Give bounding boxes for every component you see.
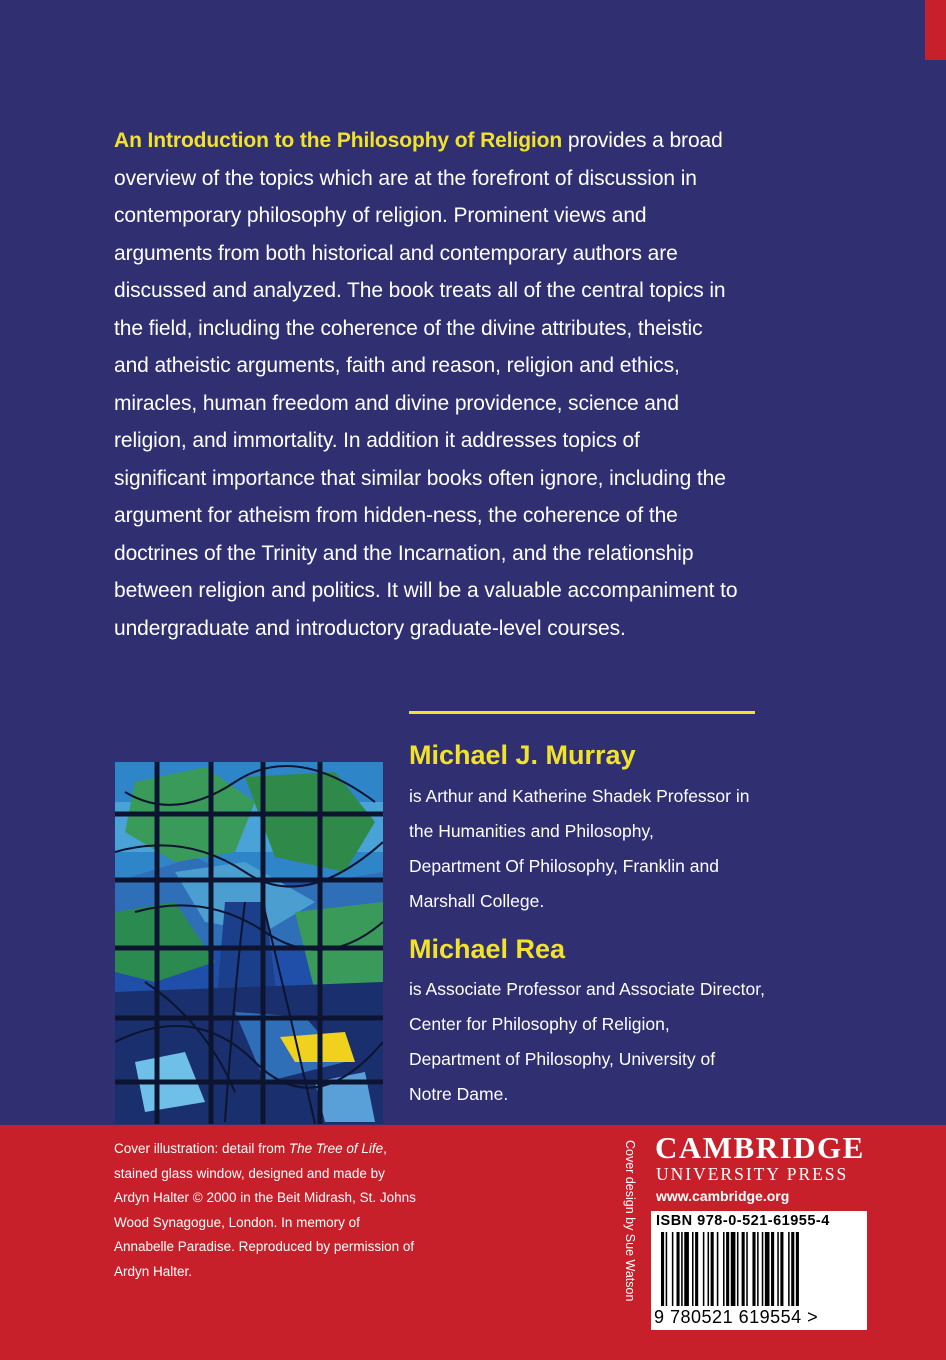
blurb-line: miracles, human freedom and divine providence, science and [114, 391, 680, 415]
artwork-title: The Tree of Life [288, 1141, 384, 1156]
barcode-bar [742, 1232, 745, 1306]
blurb-line: contemporary philosophy of religion. Prominent views and [114, 204, 647, 227]
barcode-bar [726, 1232, 729, 1306]
cover-illustration-credit [114, 1137, 444, 1284]
cover-design-text: Cover design by Sue Watson [623, 1140, 637, 1302]
credit-line: stained glass window, designed and made by [114, 1165, 385, 1181]
publisher-subtitle: UNIVERSITY PRESS [656, 1164, 849, 1184]
blurb-line: arguments from both historical and contemporary authors are [114, 241, 678, 265]
barcode-bar [684, 1232, 689, 1306]
barcode-bar [788, 1232, 790, 1306]
bio-line: is Associate Professor and Associate Director, [409, 979, 765, 999]
barcode-bar [666, 1232, 668, 1306]
barcode-bar [703, 1232, 705, 1306]
author-name-murray: Michael J. Murray [409, 740, 636, 770]
book-description [114, 122, 774, 647]
barcode-bar [777, 1232, 779, 1306]
barcode-bar [717, 1232, 719, 1306]
blurb-line: overview of the topics which are at the forefront of discussion in [114, 166, 697, 190]
bio-line: Department of Philosophy, University of [409, 1049, 716, 1069]
blurb-line: argument for atheism from hidden-ness, the coherence of the [114, 504, 678, 527]
stained-glass-illustration [115, 762, 383, 1124]
barcode-bar [672, 1232, 674, 1306]
barcode-bar [692, 1232, 694, 1306]
barcode-bar [677, 1232, 680, 1306]
barcode [651, 1211, 867, 1330]
bio-line: the Humanities and Philosophy, [409, 821, 654, 841]
barcode-bar [723, 1232, 725, 1306]
blurb-line: discussed and analyzed. The book treats all of the central topics in [114, 279, 726, 302]
blurb-line: doctrines of the Trinity and the Incarnation, and the relationship [114, 541, 694, 565]
bio-line: Notre Dame. [409, 1084, 509, 1104]
author-name-rea: Michael Rea [409, 934, 566, 964]
credit-line: Ardyn Halter. [114, 1263, 193, 1279]
barcode-bars [655, 1232, 863, 1308]
credit-text: Cover illustration: detail from [114, 1141, 289, 1156]
barcode-bar [757, 1232, 759, 1306]
barcode-bar [661, 1232, 664, 1306]
author-bio-murray [409, 779, 769, 919]
publisher-url: www.cambridge.org [656, 1188, 790, 1204]
blurb-line: and atheistic arguments, faith and reason, religion and ethics, [114, 354, 680, 377]
barcode-bar [746, 1232, 748, 1306]
barcode-bar [762, 1232, 764, 1306]
isbn-label: ISBN 978-0-521-61955-4 [656, 1213, 830, 1229]
barcode-bar [752, 1232, 755, 1306]
cover-design-credit [619, 1140, 643, 1310]
barcode-bar [765, 1232, 770, 1306]
barcode-bar [708, 1232, 710, 1306]
author-bio-rea [409, 972, 769, 1112]
barcode-digits: 9 780521 619554 > [654, 1307, 819, 1327]
publisher-name: CAMBRIDGE [655, 1130, 865, 1165]
barcode-bar [791, 1232, 794, 1306]
blurb-line: undergraduate and introductory graduate-level courses. [114, 616, 626, 640]
barcode-bar [681, 1232, 683, 1306]
blurb-line: the field, including the coherence of the divine attributes, theistic [114, 316, 703, 340]
credit-line: Wood Synagogue, London. In memory of [114, 1214, 360, 1230]
barcode-bar [695, 1232, 698, 1306]
bio-line: is Arthur and Katherine Shadek Professor in [409, 786, 750, 806]
bio-line: Center for Philosophy of Religion, [409, 1014, 670, 1034]
blurb-line: significant importance that similar books often ignore, including the [114, 466, 726, 490]
bio-line: Department Of Philosophy, Franklin and [409, 856, 719, 876]
credit-line: Ardyn Halter © 2000 in the Beit Midrash, St. Johns [114, 1190, 416, 1205]
credit-text: , [383, 1141, 387, 1156]
blurb-line: provides a broad [562, 129, 723, 152]
divider-rule [409, 711, 755, 714]
barcode-bar [711, 1232, 714, 1306]
barcode-bar [737, 1232, 739, 1306]
bio-line: Marshall College. [409, 891, 545, 911]
blurb-line: between religion and politics. It will be a valuable accompaniment to [114, 579, 738, 602]
barcode-bar [731, 1232, 736, 1306]
barcode-bar [796, 1232, 799, 1306]
barcode-bar [780, 1232, 783, 1306]
book-title: An Introduction to the Philosophy of Religion [114, 129, 563, 152]
blurb-line: religion, and immortality. In addition it addresses topics of [114, 429, 640, 452]
credit-line: Annabelle Paradise. Reproduced by permission of [114, 1239, 415, 1254]
red-corner-tab [925, 0, 946, 60]
barcode-bar [771, 1232, 774, 1306]
